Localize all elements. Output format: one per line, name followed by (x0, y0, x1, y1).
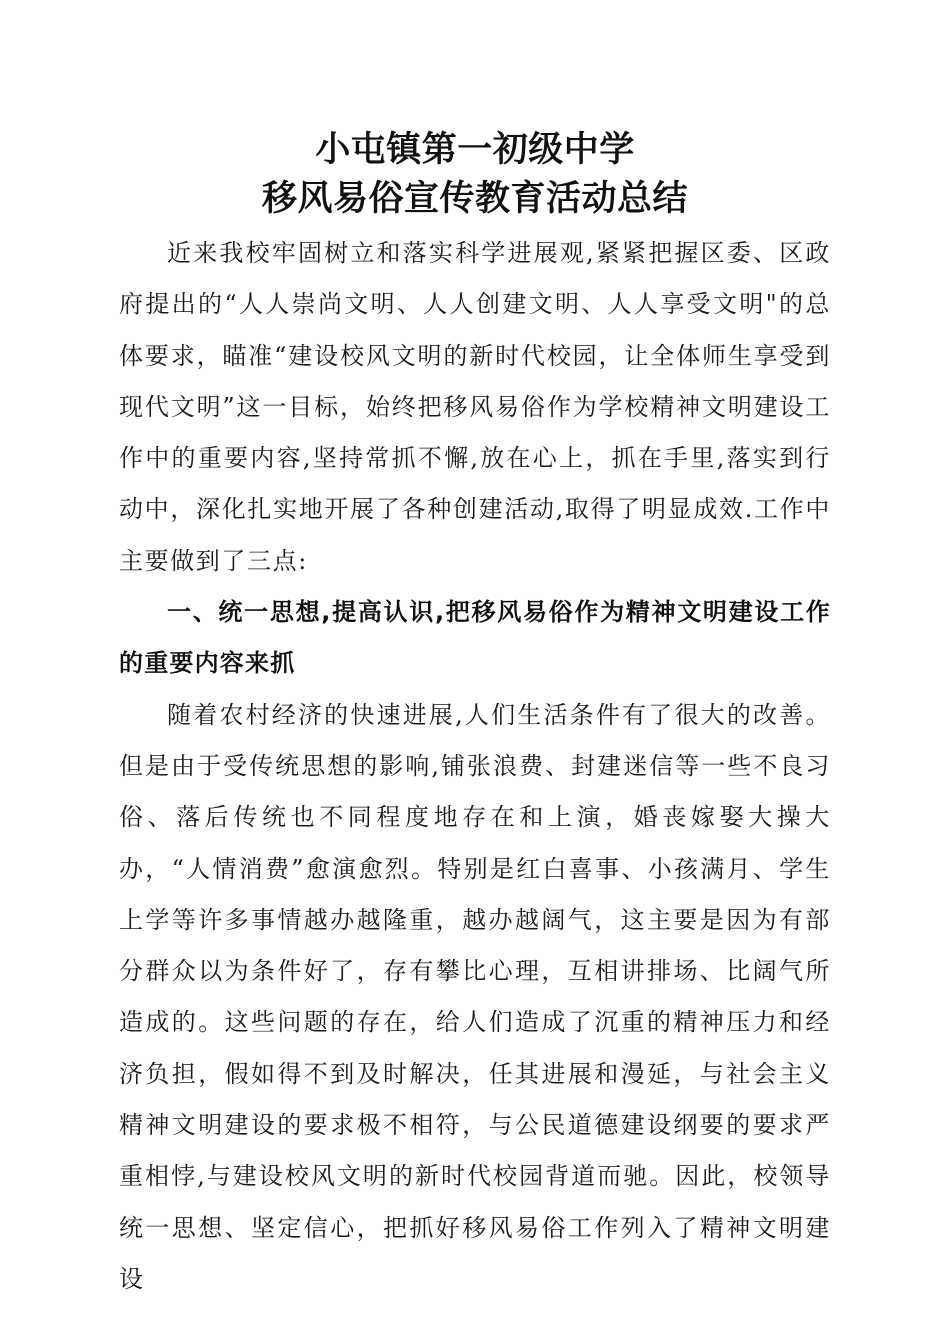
section-heading-1: 一、统一思想,提高认识,把移风易俗作为精神文明建设工作的重要内容来抓 (119, 598, 831, 678)
intro-paragraph: 近来我校牢固树立和落实科学进展观,紧紧把握区委、区政府提出的“人人崇尚文明、人人创建文明、人人享受文明"的总体要求，瞄准“建设校风文明的新时代校园，让全体师生享受到现代文明”这一目标，始终把移风易俗作为学校精神文明建设工作中的重要内容,坚持常抓不懈,放在心上，抓在手里,落实到行动中，深化扎实地开展了各种创建活动,取得了明显成效.工作中主要做到了三点: (119, 239, 831, 575)
document-body (119, 228, 831, 1305)
document-title-line-1: 小屯镇第一初级中学 (315, 129, 635, 170)
document-title-line-2: 移风易俗宣传教育活动总结 (261, 178, 688, 219)
section-1-paragraph: 随着农村经济的快速进展,人们生活条件有了很大的改善。但是由于受传统思想的影响,铺张浪费、封建迷信等一些不良习俗、落后传统也不同程度地存在和上演，婚丧嫁娶大操大办，“人情消费”愈演愈烈。特别是红白喜事、小孩满月、学生上学等许多事情越办越隆重，越办越阔气，这主要是因为有部分群众以为条件好了，存有攀比心理，互相讲排场、比阔气所造成的。这些问题的存在，给人们造成了沉重的精神压力和经济负担，假如得不到及时解决，任其进展和漫延，与社会主义精神文明建设的要求极不相符，与公民道德建设纲要的要求严重相悖,与建设校风文明的新时代校园背道而驰。因此，校领导统一思想、坚定信心，把抓好移风易俗工作列入了精神文明建设 (119, 700, 831, 1293)
